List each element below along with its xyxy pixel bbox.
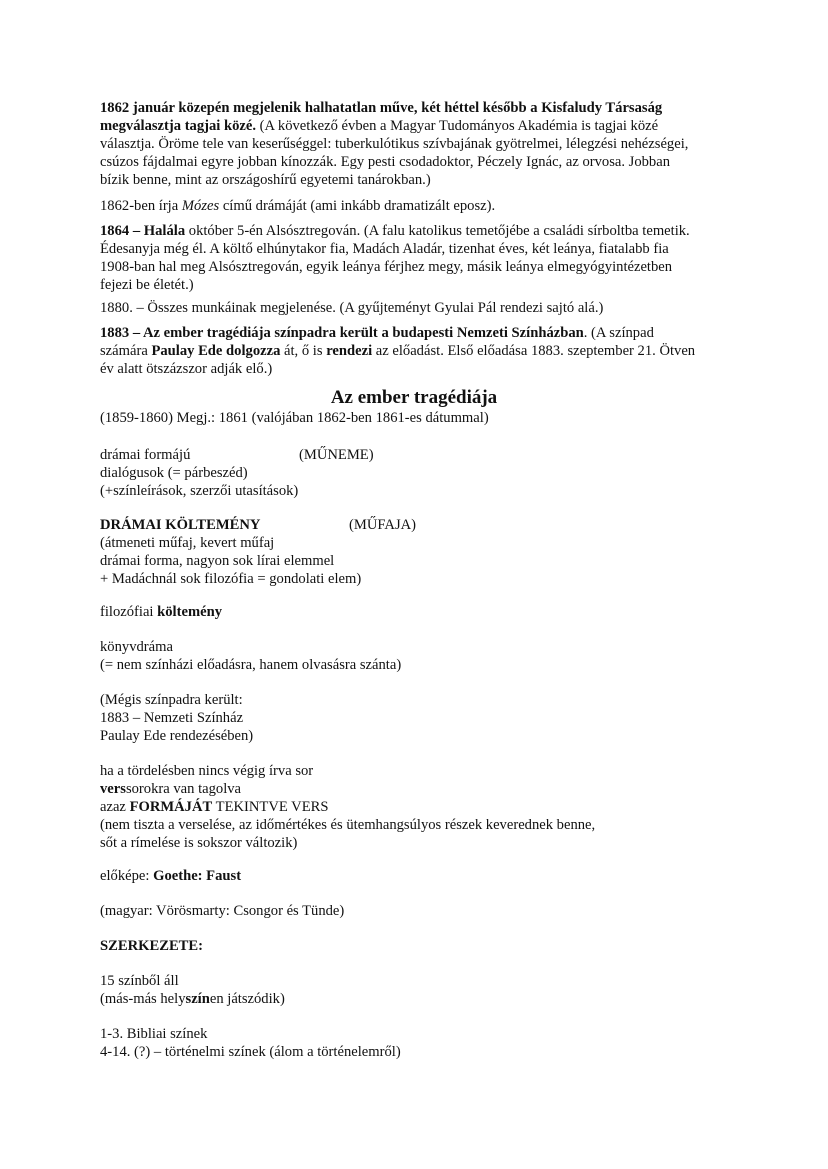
stage-block (100, 691, 740, 745)
mufaja-line: + Madáchnál sok filozófia = gondolati elem) (100, 571, 362, 587)
intro-bold-phrase: megválasztja tagjai közé. (100, 118, 257, 134)
hungarian-text: (magyar: Vörösmarty: Csongor és Tünde) (100, 903, 345, 919)
intro-paragraph-1862 (100, 99, 740, 189)
death-text: október 5-én Alsósztregován. (A falu katolikus temetőjébe a családi sírboltba temetik. (185, 223, 690, 239)
premiere-bold: 1883 – Az ember tragédiája színpadra került a budapesti Nemzeti Színházban (100, 325, 584, 341)
mozes-text: 1862-ben írja (100, 198, 182, 214)
muneme-line: dialógusok (= párbeszéd) (100, 465, 248, 481)
precursor-line (100, 867, 740, 885)
scenes-block (100, 972, 740, 1008)
premiere-bold: Paulay Ede dolgozza (151, 343, 281, 359)
mufaja-block (100, 516, 740, 588)
konyvdrama-line: könyvdráma (100, 639, 173, 655)
verse-bold: FORMÁJÁT (129, 799, 213, 815)
structure-heading (100, 937, 740, 955)
intro-text-line: bízik benne, mint az országoshírű egyetemi tanárokban.) (100, 172, 431, 188)
muneme-block (100, 446, 740, 500)
death-paragraph (100, 222, 740, 294)
intro-text-line: választja. Öröme tele van keserűséggel: tuberkulótikus szívbajának gyötrelmei, lélegzési nehézségei, (100, 136, 689, 152)
verse-bold: vers (100, 781, 126, 797)
intro-text-line: csúzos fájdalmai egyre jobban kínozzák. Egy pesti csodadoktor, Péczely Ignác, az orvosa. Jobban (100, 154, 670, 170)
scenes-text: (más-más hely (100, 991, 186, 1007)
premiere-paragraph (100, 324, 740, 378)
stage-line: Paulay Ede rendezésében) (100, 728, 254, 744)
precursor-bold: Goethe: Faust (153, 868, 242, 884)
intro-bold-line: 1862 január közepén megjelenik halhatatlan műve, két héttel később a Kisfaludy Társaság (100, 100, 663, 116)
verse-line: sőt a rímelése is sokszor változik) (100, 835, 298, 851)
muneme-line: (+színleírások, szerzői utasítások) (100, 483, 299, 499)
muneme-line: drámai formájú (100, 447, 191, 463)
verse-text: TEKINTVE VERS (212, 799, 329, 815)
premiere-text-line: év alatt ötszázszor adják elő.) (100, 361, 273, 377)
scenes-bold: szín (185, 991, 210, 1007)
death-text-line: 1908-ban hal meg Alsósztregován, egyik leánya férjhez megy, másik leánya elmegyógyintézetben (100, 259, 673, 275)
mozes-paragraph (100, 197, 740, 215)
hungarian-line (100, 902, 740, 920)
stage-line: 1883 – Nemzeti Színház (100, 710, 244, 726)
mufaja-line: (átmeneti műfaj, kevert műfaj (100, 535, 275, 551)
premiere-text: át, ő is (280, 343, 327, 359)
death-text-line: fejezi be életét.) (100, 277, 194, 293)
scenes-line: 15 színből áll (100, 973, 179, 989)
filozofiai-text: filozófiai (100, 604, 158, 620)
verse-text: azaz (100, 799, 130, 815)
verse-line: ha a tördelésben nincs végig írva sor (100, 763, 314, 779)
mufaja-label: (MŰFAJA) (349, 517, 417, 533)
scenes-list-item: 1-3. Bibliai színek (100, 1026, 208, 1042)
works-paragraph (100, 299, 740, 317)
mozes-text: című drámáját (ami inkább dramatizált eposz). (219, 198, 496, 214)
scenes-list-item: 4-14. (?) – történelmi színek (álom a történelemről) (100, 1044, 401, 1060)
verse-block (100, 762, 740, 852)
premiere-bold: rendezi (326, 343, 373, 359)
konyvdrama-line: (= nem színházi előadásra, hanem olvasásra szánta) (100, 657, 402, 673)
premiere-text: . (A színpad (583, 325, 654, 341)
mufaja-heading: DRÁMAI KÖLTEMÉNY (100, 517, 261, 533)
structure-heading-text: SZERKEZETE: (100, 938, 204, 954)
filozofiai-bold: költemény (157, 604, 222, 620)
stage-line: (Mégis színpadra került: (100, 692, 243, 708)
konyvdrama-block (100, 638, 740, 674)
dates-text: (1859-1860) Megj.: 1861 (valójában 1862-ben 1861-es dátummal) (100, 410, 489, 426)
filozofiai-line (100, 603, 740, 621)
premiere-text: számára (100, 343, 152, 359)
verse-text: sorokra van tagolva (125, 781, 242, 797)
precursor-text: előképe: (100, 868, 154, 884)
section-title: Az ember tragédiája (330, 387, 498, 408)
intro-text: (A következő évben a Magyar Tudományos Akadémia is tagjai közé (256, 118, 659, 134)
scenes-list (100, 1025, 740, 1061)
mozes-title: Mózes (181, 198, 220, 214)
death-text-line: Édesanyja még él. A költő elhúnytakor fia, Madách Aladár, tizenhat éves, két leánya, fiatalabb fia (100, 241, 669, 257)
verse-line: (nem tiszta a verselése, az időmértékes és ütemhangsúlyos részek keverednek benne, (100, 817, 596, 833)
mufaja-line: drámai forma, nagyon sok lírai elemmel (100, 553, 335, 569)
section-dates (100, 409, 740, 427)
works-text: 1880. – Összes munkáinak megjelenése. (A gyűjteményt Gyulai Pál rendezi sajtó alá.) (100, 300, 604, 316)
scenes-text: en játszódik) (209, 991, 285, 1007)
premiere-text: az előadást. Első előadása 1883. szeptember 21. Ötven (372, 343, 696, 359)
death-heading: 1864 – Halála (100, 223, 186, 239)
muneme-label: (MŰNEME) (299, 447, 374, 463)
